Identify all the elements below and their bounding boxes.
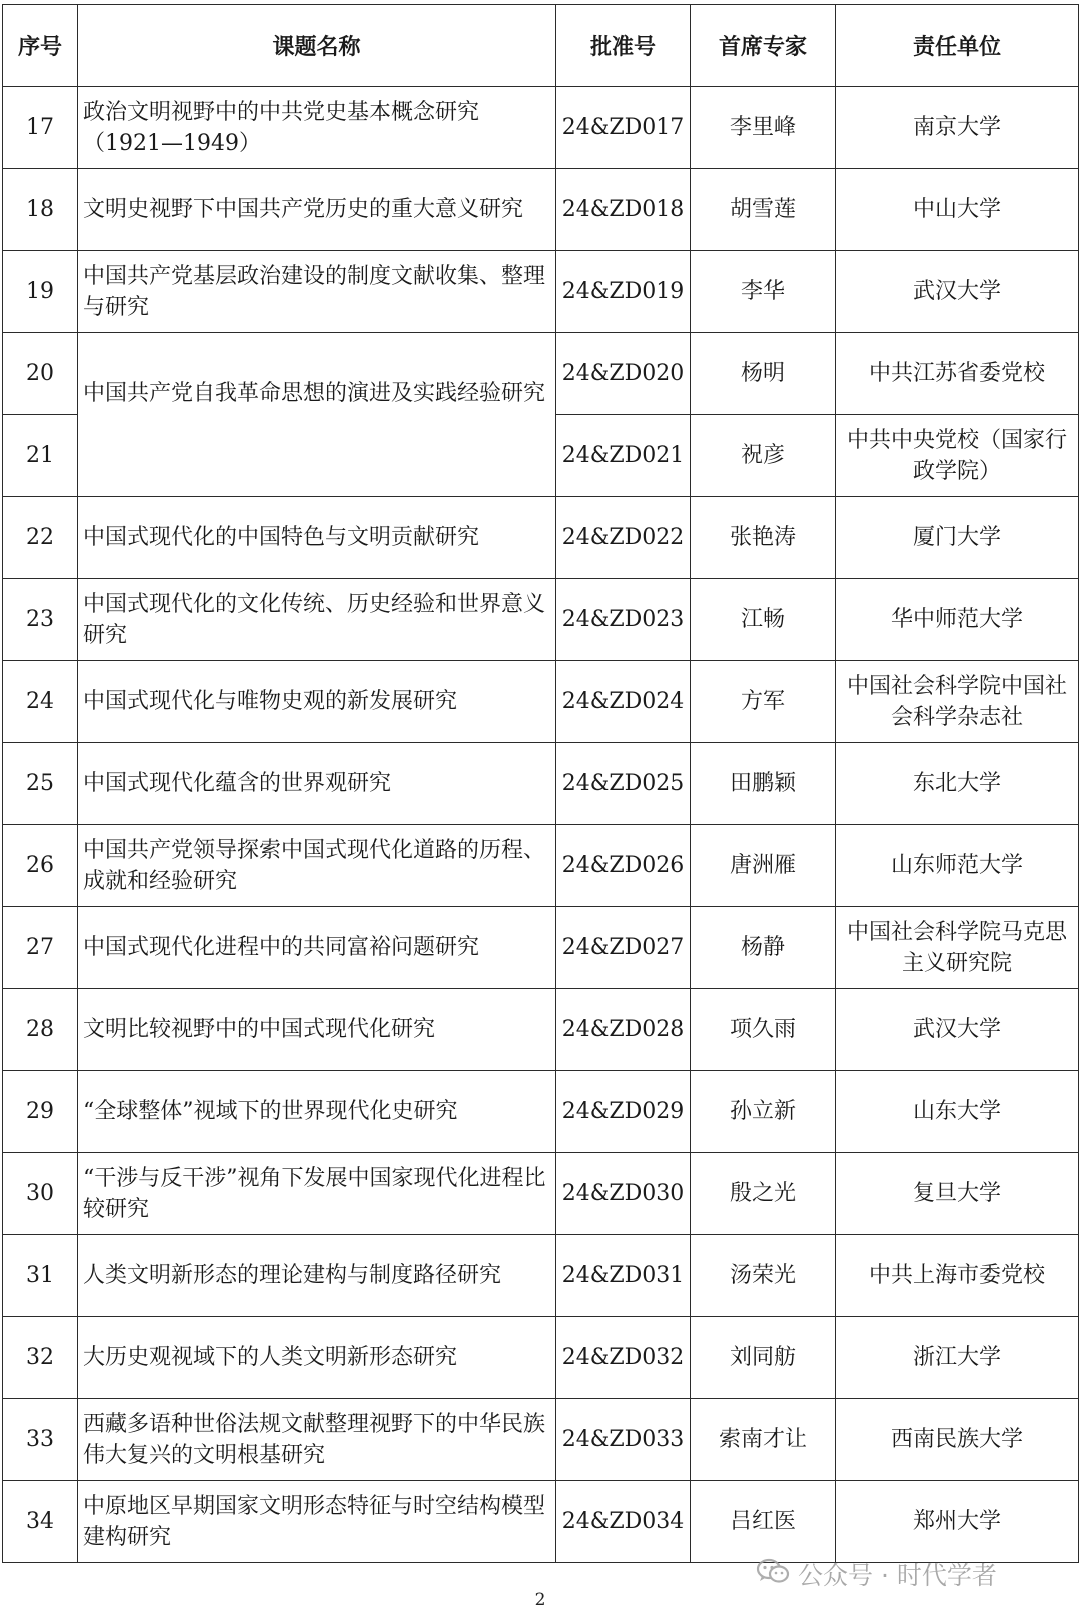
cell-code: 24&ZD025	[556, 743, 691, 825]
header-code: 批准号	[556, 5, 691, 87]
cell-lead: 刘同舫	[691, 1317, 836, 1399]
cell-title: 中国共产党基层政治建设的制度文献收集、整理与研究	[78, 251, 556, 333]
table-row	[3, 1399, 1079, 1481]
cell-unit: 复旦大学	[836, 1153, 1079, 1235]
cell-title: 文明史视野下中国共产党历史的重大意义研究	[78, 169, 556, 251]
cell-no: 19	[3, 251, 78, 333]
cell-lead: 杨明	[691, 333, 836, 415]
page-number: 2	[534, 1590, 546, 1610]
cell-no: 20	[3, 333, 78, 415]
cell-lead: 李华	[691, 251, 836, 333]
table-row	[3, 333, 1079, 415]
cell-code: 24&ZD030	[556, 1153, 691, 1235]
cell-no: 23	[3, 579, 78, 661]
table-row	[3, 661, 1079, 743]
table-row	[3, 497, 1079, 579]
cell-unit: 中国社会科学院中国社会科学杂志社	[836, 661, 1079, 743]
table-header-row	[3, 5, 1079, 87]
cell-title: 人类文明新形态的理论建构与制度路径研究	[78, 1235, 556, 1317]
cell-no: 30	[3, 1153, 78, 1235]
cell-no: 17	[3, 87, 78, 169]
cell-unit: 南京大学	[836, 87, 1079, 169]
cell-title: 中国式现代化蕴含的世界观研究	[78, 743, 556, 825]
cell-no: 18	[3, 169, 78, 251]
cell-title: “全球整体”视域下的世界现代化史研究	[78, 1071, 556, 1153]
cell-code: 24&ZD022	[556, 497, 691, 579]
cell-lead: 张艳涛	[691, 497, 836, 579]
cell-lead: 祝彦	[691, 415, 836, 497]
cell-lead: 李里峰	[691, 87, 836, 169]
cell-title: 中国式现代化的中国特色与文明贡献研究	[78, 497, 556, 579]
cell-no: 21	[3, 415, 78, 497]
cell-lead: 杨静	[691, 907, 836, 989]
table-row	[3, 251, 1079, 333]
header-title: 课题名称	[78, 5, 556, 87]
table-row	[3, 907, 1079, 989]
cell-code: 24&ZD020	[556, 333, 691, 415]
cell-lead: 方军	[691, 661, 836, 743]
cell-unit: 郑州大学	[836, 1481, 1079, 1563]
cell-code: 24&ZD018	[556, 169, 691, 251]
cell-unit: 山东大学	[836, 1071, 1079, 1153]
watermark	[756, 1556, 997, 1592]
watermark-text: 公众号 · 时代学者	[798, 1561, 997, 1590]
cell-title: 大历史观视域下的人类文明新形态研究	[78, 1317, 556, 1399]
cell-no: 29	[3, 1071, 78, 1153]
cell-code: 24&ZD031	[556, 1235, 691, 1317]
cell-lead: 孙立新	[691, 1071, 836, 1153]
cell-unit: 浙江大学	[836, 1317, 1079, 1399]
cell-code: 24&ZD017	[556, 87, 691, 169]
cell-code: 24&ZD032	[556, 1317, 691, 1399]
cell-lead: 殷之光	[691, 1153, 836, 1235]
cell-no: 31	[3, 1235, 78, 1317]
header-no: 序号	[3, 5, 78, 87]
cell-unit: 东北大学	[836, 743, 1079, 825]
cell-no: 34	[3, 1481, 78, 1563]
cell-title: “干涉与反干涉”视角下发展中国家现代化进程比较研究	[78, 1153, 556, 1235]
cell-unit: 中国社会科学院马克思主义研究院	[836, 907, 1079, 989]
cell-unit: 西南民族大学	[836, 1399, 1079, 1481]
cell-lead: 江畅	[691, 579, 836, 661]
cell-title-merged: 中国共产党自我革命思想的演进及实践经验研究	[78, 333, 556, 497]
wechat-icon	[756, 1557, 790, 1591]
table-row	[3, 743, 1079, 825]
cell-unit: 中山大学	[836, 169, 1079, 251]
cell-title: 中国式现代化的文化传统、历史经验和世界意义研究	[78, 579, 556, 661]
cell-unit: 武汉大学	[836, 251, 1079, 333]
cell-unit: 武汉大学	[836, 989, 1079, 1071]
header-unit: 责任单位	[836, 5, 1079, 87]
cell-no: 33	[3, 1399, 78, 1481]
cell-unit: 中共中央党校（国家行政学院）	[836, 415, 1079, 497]
cell-code: 24&ZD026	[556, 825, 691, 907]
cell-lead: 田鹏颖	[691, 743, 836, 825]
cell-code: 24&ZD029	[556, 1071, 691, 1153]
table-row	[3, 1071, 1079, 1153]
cell-title: 中国式现代化与唯物史观的新发展研究	[78, 661, 556, 743]
cell-unit: 中共上海市委党校	[836, 1235, 1079, 1317]
table-row	[3, 1317, 1079, 1399]
cell-title: 政治文明视野中的中共党史基本概念研究（1921—1949）	[78, 87, 556, 169]
cell-code: 24&ZD024	[556, 661, 691, 743]
header-lead: 首席专家	[691, 5, 836, 87]
table-row	[3, 169, 1079, 251]
projects-table	[2, 4, 1079, 1563]
cell-no: 25	[3, 743, 78, 825]
cell-no: 32	[3, 1317, 78, 1399]
cell-title: 中国共产党领导探索中国式现代化道路的历程、成就和经验研究	[78, 825, 556, 907]
table-row	[3, 825, 1079, 907]
cell-title: 文明比较视野中的中国式现代化研究	[78, 989, 556, 1071]
cell-unit: 中共江苏省委党校	[836, 333, 1079, 415]
table-row	[3, 989, 1079, 1071]
cell-title: 中原地区早期国家文明形态特征与时空结构模型建构研究	[78, 1481, 556, 1563]
table-row	[3, 87, 1079, 169]
cell-code: 24&ZD033	[556, 1399, 691, 1481]
cell-code: 24&ZD027	[556, 907, 691, 989]
table-row	[3, 1235, 1079, 1317]
cell-lead: 汤荣光	[691, 1235, 836, 1317]
cell-no: 28	[3, 989, 78, 1071]
cell-code: 24&ZD021	[556, 415, 691, 497]
cell-code: 24&ZD028	[556, 989, 691, 1071]
cell-lead: 吕红医	[691, 1481, 836, 1563]
table-row	[3, 579, 1079, 661]
cell-lead: 项久雨	[691, 989, 836, 1071]
cell-title: 西藏多语种世俗法规文献整理视野下的中华民族伟大复兴的文明根基研究	[78, 1399, 556, 1481]
cell-unit: 山东师范大学	[836, 825, 1079, 907]
cell-title: 中国式现代化进程中的共同富裕问题研究	[78, 907, 556, 989]
cell-code: 24&ZD019	[556, 251, 691, 333]
table-row	[3, 1481, 1079, 1563]
cell-code: 24&ZD034	[556, 1481, 691, 1563]
cell-no: 22	[3, 497, 78, 579]
cell-no: 27	[3, 907, 78, 989]
cell-lead: 索南才让	[691, 1399, 836, 1481]
cell-unit: 华中师范大学	[836, 579, 1079, 661]
cell-lead: 唐洲雁	[691, 825, 836, 907]
cell-no: 24	[3, 661, 78, 743]
cell-code: 24&ZD023	[556, 579, 691, 661]
cell-no: 26	[3, 825, 78, 907]
table-row	[3, 1153, 1079, 1235]
cell-unit: 厦门大学	[836, 497, 1079, 579]
cell-lead: 胡雪莲	[691, 169, 836, 251]
